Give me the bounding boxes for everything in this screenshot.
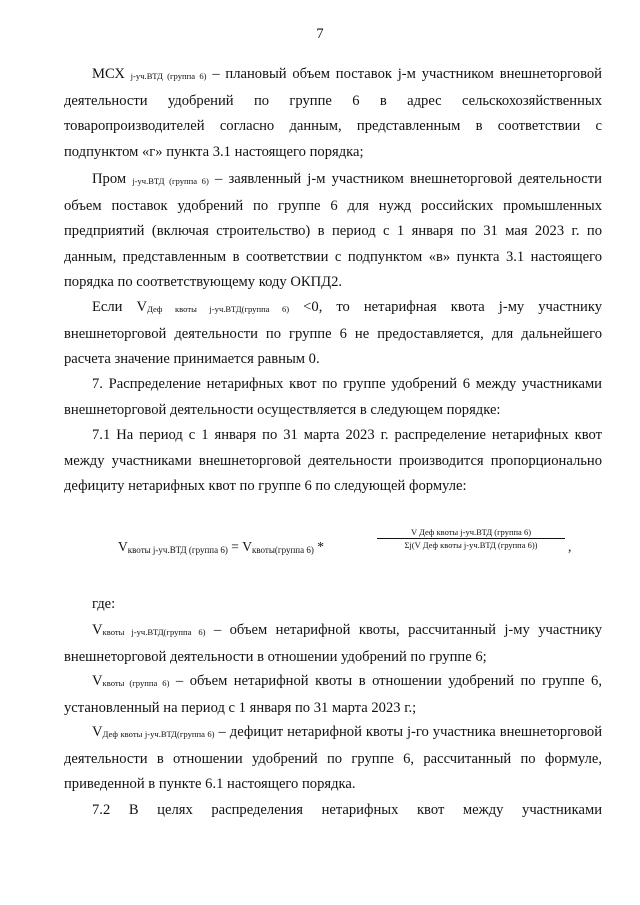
term-prom: Пром xyxy=(92,171,127,187)
formula-denominator: Σj(V Деф квоты j-уч.ВТД (группа 6)) xyxy=(404,540,538,550)
term-v: V xyxy=(92,622,103,638)
paragraph-prom-definition xyxy=(64,167,602,296)
formula-v: V xyxy=(242,539,252,554)
formula-lhs xyxy=(118,539,324,555)
paragraph-v-total-definition xyxy=(64,669,602,721)
paragraph-section-7-2: 7.2 В целях распределения нетарифных квот между участниками xyxy=(92,802,602,818)
definition-text: – объем нетарифной квоты, рассчитанный j-му участнику внешнеторговой деятельности в отношении удобрений по группе 6; xyxy=(64,622,603,665)
definition-text: – плановый объем поставок j-м участником внешнеторговой деятельности удобрений по группе 6 в адрес сельскохозяйственных товаропроизводителей согласно данным, представленным в соответствии с подпунктом «г» пункта 3.1 настоящего порядка; xyxy=(64,66,602,160)
term-v: V xyxy=(92,724,103,740)
allocation-formula xyxy=(118,525,598,565)
paragraph-v-deficit-definition xyxy=(64,720,602,798)
term-subscript: j-уч.ВТД (группа 6) xyxy=(132,176,209,186)
paragraph-msx-definition xyxy=(64,62,602,165)
paragraph-section-7: 7. Распределение нетарифных квот по группе удобрений 6 между участниками внешнеторговой деятельности осуществляется в следующем порядке: xyxy=(64,376,602,418)
condition-lead: Если V xyxy=(92,299,148,315)
paragraph-section-7-1: 7.1 На период с 1 января по 31 марта 2023 г. распределение нетарифных квот между участниками внешнеторговой деятельности производится пропорционально дефициту нетарифных квот по группе 6 по следующей формуле: xyxy=(64,427,602,495)
formula-v: V xyxy=(118,539,128,554)
term-subscript: Деф квоты j-уч.ВТД(группа 6) xyxy=(102,729,215,739)
term-subscript: квоты (группа 6) xyxy=(102,678,170,688)
term-subscript: квоты j-уч.ВТД(группа 6) xyxy=(102,627,206,637)
formula-subscript: квоты j-уч.ВТД (группа 6) xyxy=(127,545,228,555)
term-v: V xyxy=(92,673,103,689)
formula-equals: = xyxy=(227,539,243,554)
paragraph-v-quota-definition xyxy=(64,618,602,670)
formula-comma: , xyxy=(568,539,572,554)
definition-text: – дефицит нетарифной квоты j-го участника внешнеторговой деятельности в отношении удобрений по группе 6, рассчитанный по формуле, приведенной в пункте 6.1 настоящего порядка. xyxy=(64,724,603,793)
paragraph-condition xyxy=(64,295,602,373)
condition-text: <0, то нетарифная квота j-му участнику внешнеторговой деятельности по группе 6 не предоставляется, для дальнейшего расчета значение принимается равным 0. xyxy=(64,299,603,368)
definition-text: – объем нетарифной квоты в отношении удобрений по группе 6, установленный на период с 1 января по 31 марта 2023 г.; xyxy=(64,673,602,716)
definition-text: – заявленный j-м участником внешнеторговой деятельности объем поставок удобрений по группе 6 для нужд российских промышленных предприятий (включая строительство) в период с 1 января по 31 мая 2023 г. по данным, представленным в соответствии с подпунктом «в» пункта 3.1 настоящего порядка по соответствующему коду ОКПД2. xyxy=(64,171,602,291)
where-label: где: xyxy=(92,596,116,612)
formula-fraction xyxy=(371,527,571,550)
term-subscript: j-уч.ВТД (группа 6) xyxy=(130,71,207,81)
formula-numerator: V Деф квоты j-уч.ВТД (группа 6) xyxy=(410,527,532,537)
page-number: 7 xyxy=(316,26,324,42)
term-subscript: Деф квоты j-уч.ВТД(группа 6) xyxy=(147,304,290,314)
term-msx: МСХ xyxy=(92,66,125,82)
formula-subscript: квоты(группа 6) xyxy=(251,545,314,555)
formula-times: * xyxy=(313,539,324,554)
